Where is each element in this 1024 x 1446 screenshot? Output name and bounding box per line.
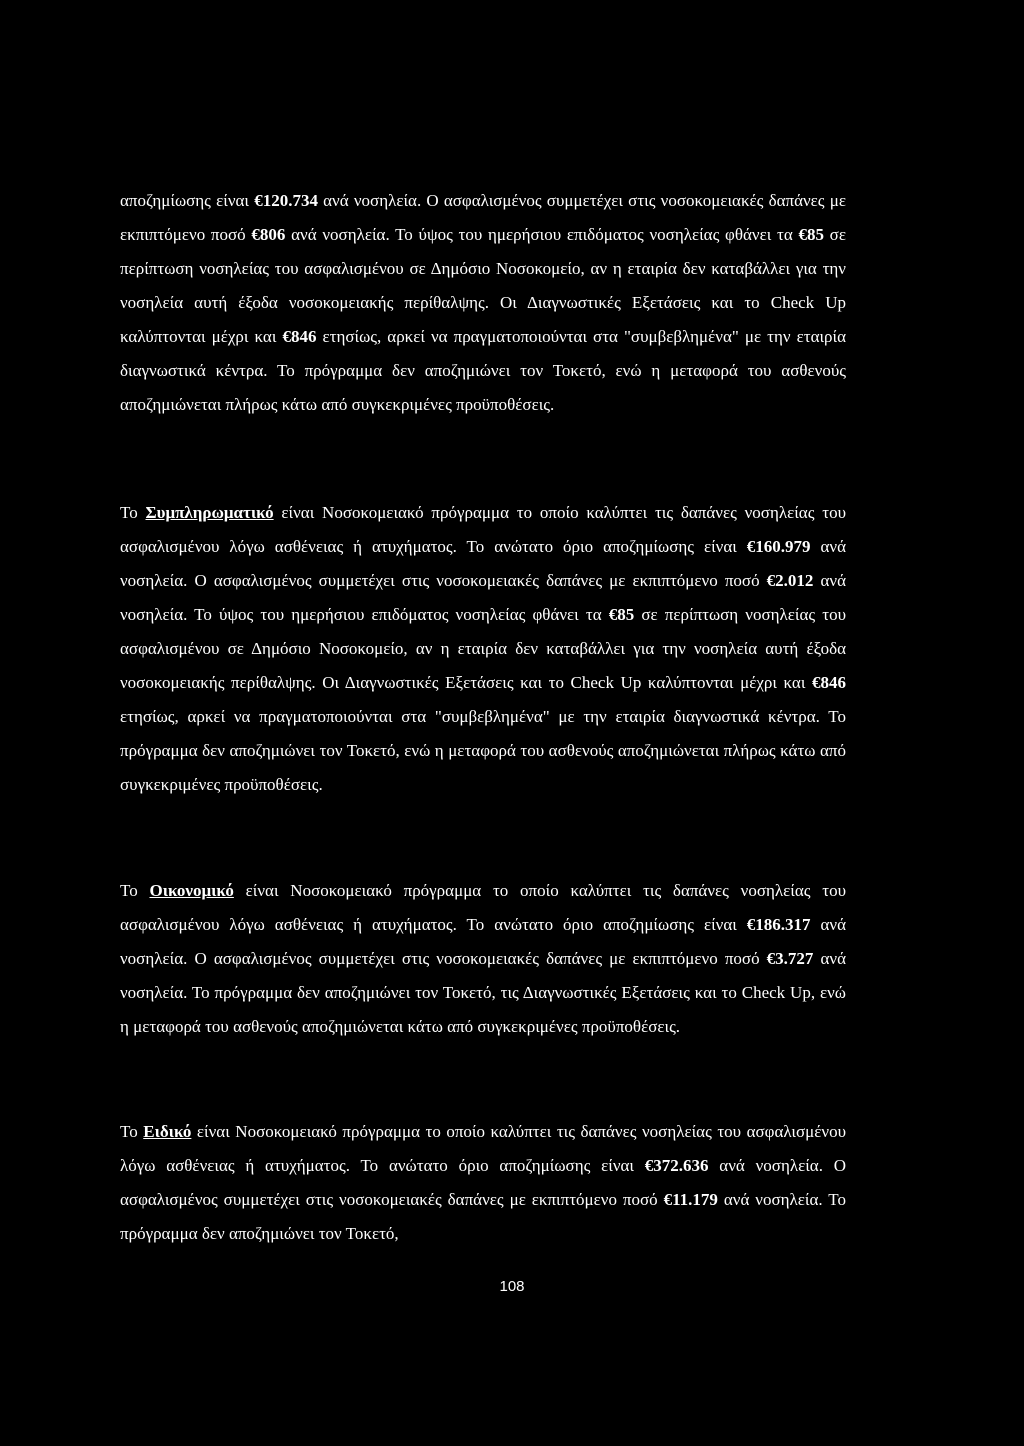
- page-number: 108: [499, 1278, 525, 1295]
- paragraph-special-plan: [120, 1115, 846, 1251]
- checkup-amount: €846: [282, 327, 317, 346]
- deductible-amount: €806: [251, 225, 286, 244]
- text-run: Το: [120, 503, 146, 522]
- text-run: ανά νοσηλεία. Ο ασφαλισμένος συμμετέχει στις νοσοκομειακές δαπάνες με εκπιπτόμενο ποσό: [120, 915, 847, 968]
- text-run: ετησίως, αρκεί να πραγματοποιούνται στα "συμβεβλημένα" με την εταιρία διαγνωστικά κέντρα. Το πρόγραμμα δεν αποζημιώνει τον Τοκετό, ενώ η μεταφορά του ασθενούς αποζημιώνεται πλήρως κάτω από συγκεκριμένες προϋποθέσεις.: [120, 327, 847, 414]
- text-run: σε περίπτωση νοσηλείας του ασφαλισμένου σε Δημόσιο Νοσοκομείο, αν η εταιρία δεν καταβάλλει για την νοσηλεία αυτή έξοδα νοσοκομειακής περίθαλψης. Οι Διαγνωστικές Εξετάσεις και το Check Up καλύπτονται μέχρι και: [120, 605, 846, 692]
- text-run: ανά νοσηλεία. Το ύψος του ημερήσιου επιδόματος νοσηλείας φθάνει τα: [285, 225, 799, 244]
- text-run: αποζημίωσης είναι: [120, 191, 255, 210]
- plan-name-heading: Ειδικό: [143, 1122, 192, 1141]
- text-run: είναι Νοσοκομειακό πρόγραμμα το οποίο καλύπτει τις δαπάνες νοσηλείας του ασφαλισμένου λόγω ασθένειας ή ατυχήματος. Το ανώτατο όριο αποζημίωσης είναι: [120, 881, 846, 934]
- text-run: είναι Νοσοκομειακό πρόγραμμα το οποίο καλύπτει τις δαπάνες νοσηλείας του ασφαλισμένου λόγω ασθένειας ή ατυχήματος. Το ανώτατο όριο αποζημίωσης είναι: [120, 1122, 846, 1175]
- text-run: Το: [120, 1122, 144, 1141]
- daily-allowance-amount: €85: [608, 605, 635, 624]
- max-compensation-amount: €372.636: [644, 1156, 709, 1175]
- max-compensation-amount: €160.979: [746, 537, 811, 556]
- plan-name-heading: Συμπληρωματικό: [145, 503, 274, 522]
- text-run: ετησίως, αρκεί να πραγματοποιούνται στα "συμβεβλημένα" με την εταιρία διαγνωστικά κέντρα. Το πρόγραμμα δεν αποζημιώνει τον Τοκετό, ενώ η μεταφορά του ασθενούς αποζημιώνεται πλήρως κάτω από συγκεκριμένες προϋποθέσεις.: [120, 707, 846, 794]
- deductible-amount: €2.012: [766, 571, 814, 590]
- text-run: είναι Νοσοκομειακό πρόγραμμα το οποίο καλύπτει τις δαπάνες νοσηλείας του ασφαλισμένου λόγω ασθένειας ή ατυχήματος. Το ανώτατο όριο αποζημίωσης είναι: [120, 503, 846, 556]
- checkup-amount: €846: [812, 673, 846, 692]
- max-compensation-amount: €186.317: [746, 915, 811, 934]
- text-run: Το: [120, 881, 150, 900]
- paragraph-supplementary-plan: [120, 496, 846, 802]
- paragraph-continued: [120, 184, 846, 422]
- daily-allowance-amount: €85: [798, 225, 824, 244]
- paragraph-economic-plan: [120, 874, 846, 1044]
- deductible-amount: €3.727: [766, 949, 814, 968]
- text-run: σε περίπτωση νοσηλείας του ασφαλισμένου σε Δημόσιο Νοσοκομείο, αν η εταιρία δεν καταβάλλει για την νοσηλεία αυτή έξοδα νοσοκομειακής περίθαλψης. Οι Διαγνωστικές Εξετάσεις και το Check Up καλύπτονται μέχρι και: [120, 225, 846, 346]
- text-run: ανά νοσηλεία. Το πρόγραμμα δεν αποζημιώνει τον Τοκετό, τις Διαγνωστικές Εξετάσεις και το Check Up, ενώ η μεταφορά του ασθενούς αποζημιώνεται κάτω από συγκεκριμένες προϋποθέσεις.: [120, 949, 847, 1036]
- text-run: ανά νοσηλεία. Το ύψος του ημερήσιου επιδόματος νοσηλείας φθάνει τα: [120, 571, 847, 624]
- deductible-amount: €11.179: [663, 1190, 718, 1209]
- plan-name-heading: Οικονομικό: [149, 881, 234, 900]
- text-run: ανά νοσηλεία. Ο ασφαλισμένος συμμετέχει στις νοσοκομειακές δαπάνες με εκπιπτόμενο ποσό: [120, 537, 847, 590]
- text-run: ανά νοσηλεία. Ο ασφαλισμένος συμμετέχει στις νοσοκομειακές δαπάνες με εκπιπτόμενο ποσό: [120, 191, 846, 244]
- max-compensation-amount: €120.734: [254, 191, 318, 210]
- text-run: ανά νοσηλεία. Ο ασφαλισμένος συμμετέχει στις νοσοκομειακές δαπάνες με εκπιπτόμενο ποσό: [120, 1156, 846, 1209]
- text-run: ανά νοσηλεία. Το πρόγραμμα δεν αποζημιώνει τον Τοκετό,: [120, 1190, 846, 1243]
